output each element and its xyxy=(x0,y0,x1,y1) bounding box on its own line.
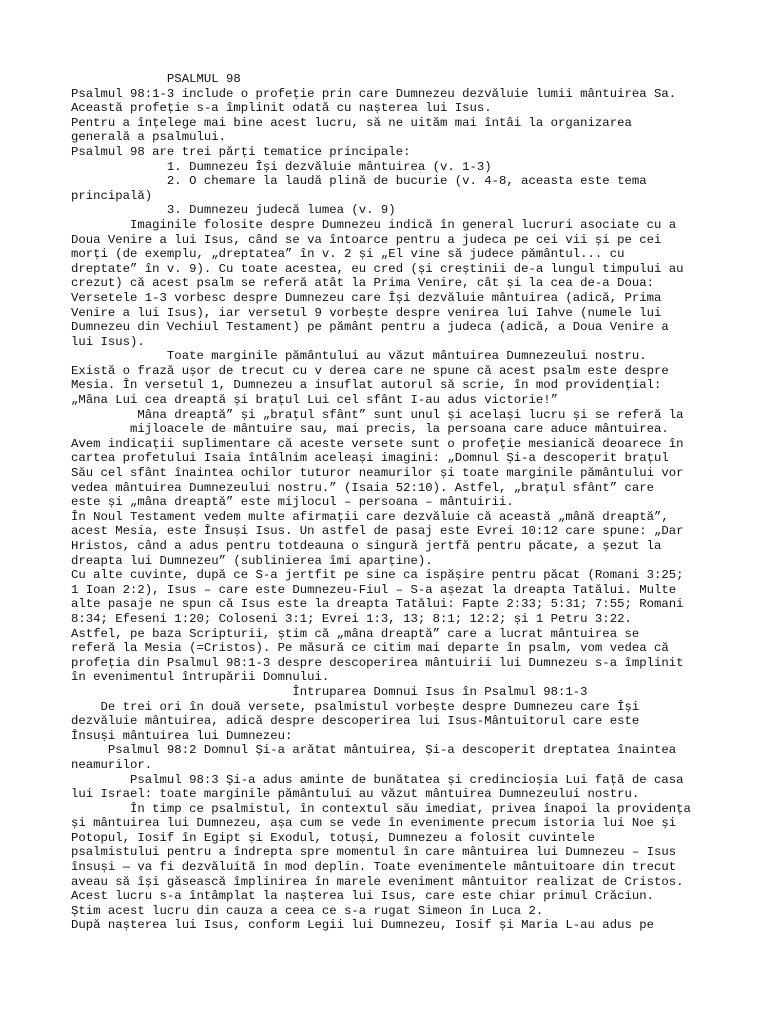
text-line: însuși — va fi dezvăluită în mod deplin. Toate evenimentele mântuitoare din trecut xyxy=(71,860,677,875)
text-line: profeția din Psalmul 98:1-3 despre descoperirea mântuirii lui Dumnezeu s-a împlinit xyxy=(71,655,684,670)
text-line: generală a psalmului. xyxy=(71,130,226,145)
text-line: acest Mesia, este Însuși Isus. Un astfel de pasaj este Evrei 10:12 care spune: „Dar xyxy=(71,524,684,539)
text-line: Mâna dreaptă” și „brațul sfânt” sunt unul și același lucru și se referă la xyxy=(71,407,684,422)
text-line: Mesia. În versetul 1, Dumnezeu a insuflat autorul să scrie, în mod providențial: xyxy=(71,378,662,393)
text-line: Avem indicații suplimentare că aceste versete sunt o profeție mesianică deoarece în xyxy=(71,436,684,451)
text-line: În timp ce psalmistul, în contextul său imediat, privea înapoi la providența xyxy=(71,801,691,816)
text-line: „Mâna Lui cea dreaptă și brațul Lui cel sfânt I-au adus victorie!” xyxy=(71,393,559,408)
text-line: lui Isus). xyxy=(71,334,145,349)
text-line: Dumnezeu din Vechiul Testament) pe pământ pentru a judeca (adică, a Doua Venire a xyxy=(71,320,669,335)
text-line: 1. Dumnezeu Își dezvăluie mântuirea (v. 1-3) xyxy=(71,159,492,174)
text-line: Psalmul 98 are trei părți tematice principale: xyxy=(71,144,411,159)
text-line: Acest lucru s-a întâmplat la nașterea lui Isus, care este chiar primul Crăciun. xyxy=(71,889,654,904)
text-line: alte pasaje ne spun că Isus este la dreapta Tatălui: Fapte 2:33; 5:31; 7:55; Romani xyxy=(71,597,684,612)
text-line: în evenimentul întrupării Domnului. xyxy=(71,670,330,685)
text-line: neamurilor. xyxy=(71,757,153,772)
text-line: Această profeție s-a împlinit odată cu nașterea lui Isus. xyxy=(71,101,492,116)
text-line: vedea mântuirea Dumnezeului nostru.” (Isaia 52:10). Astfel, „brațul sfânt” care xyxy=(71,480,654,495)
text-line: Venire a lui Isus), iar versetul 9 vorbește despre venirea lui Iahve (numele lui xyxy=(71,305,662,320)
text-line: Cu alte cuvinte, după ce S-a jertfit pe sine ca ispășire pentru păcat (Romani 3:25; xyxy=(71,568,684,583)
text-line: După nașterea lui Isus, conform Legii lui Dumnezeu, Iosif și Maria L-au adus pe xyxy=(71,918,654,933)
text-line: Însuși mântuirea lui Dumnezeu: xyxy=(71,728,293,743)
text-line: morți (de exemplu, „dreptatea” în v. 2 și „El vine să judece pământul... cu xyxy=(71,247,625,262)
text-line: Versetele 1-3 vorbesc despre Dumnezeu care Își dezvăluie mântuirea (adică, Prima xyxy=(71,290,662,305)
text-line: Hristos, când a adus pentru totdeauna o singură jertfă pentru păcate, a șezut la xyxy=(71,539,662,553)
text-line: 2. O chemare la laudă plină de bucurie (v. 4-8, aceasta este tema xyxy=(71,174,647,189)
text-line: principală) xyxy=(71,188,153,203)
text-line: psalmistului pentru a îndrepta spre momentul în care mântuirea lui Dumnezeu – Isus xyxy=(71,845,677,860)
text-line: PSALMUL 98 xyxy=(71,72,241,86)
text-line: și mântuirea lui Dumnezeu, așa cum se vede în evenimente precum istoria lui Noe și xyxy=(71,816,677,831)
document-body xyxy=(71,72,761,933)
text-line: 1 Ioan 2:2), Isus – care este Dumnezeu-Fiul – S-a așezat la dreapta Tatălui. Multe xyxy=(71,582,677,597)
text-line: În Noul Testament vedem multe afirmații care dezvăluie că această „mână dreaptă”, xyxy=(71,509,669,524)
text-line: Pentru a înțelege mai bine acest lucru, să ne uităm mai întâi la organizarea xyxy=(71,115,632,130)
text-line: crezut) că acest psalm se referă atât la Prima Venire, cât și la cea de-a Doua: xyxy=(71,276,654,291)
text-line: Întruparea Domnui Isus în Psalmul 98:1-3 xyxy=(71,684,588,699)
text-line: Psalmul 98:3 Și-a adus aminte de bunătatea și credincioșia Lui față de casa xyxy=(71,772,684,787)
text-line: referă la Mesia (=Cristos). Pe măsură ce citim mai departe în psalm, vom vedea că xyxy=(71,641,669,656)
text-line: dezvăluie mântuirea, adică despre descoperirea lui Isus-Mântuitorul care este xyxy=(71,714,640,729)
text-line: Său cel sfânt înaintea ochilor tuturor neamurilor și toate marginile pământului vor xyxy=(71,466,684,481)
text-line: Toate marginile pământului au văzut mântuirea Dumnezeului nostru. xyxy=(71,349,647,364)
text-line: Imaginile folosite despre Dumnezeu indică în general lucruri asociate cu a xyxy=(71,217,677,232)
text-line: este și „mâna dreaptă” este mijlocul – persoana – mântuirii. xyxy=(71,495,514,510)
text-line: dreptate” în v. 9). Cu toate acestea, eu cred (și creștinii de-a lungul timpului au xyxy=(71,261,684,276)
text-line: aveau să își găsească împlinirea în marele eveniment mântuitor realizat de Cristos. xyxy=(71,874,684,889)
text-line: Psalmul 98:2 Domnul Și-a arătat mântuirea, Și-a descoperit dreptatea înaintea xyxy=(71,743,677,758)
text-line: Există o frază ușor de trecut cu v derea care ne spune că acest psalm este despre xyxy=(71,363,669,378)
text-line: mijloacele de mântuire sau, mai precis, la persoana care aduce mântuirea. xyxy=(71,422,669,437)
text-line: De trei ori în două versete, psalmistul vorbește despre Dumnezeu care Își xyxy=(71,699,640,714)
text-line: dreapta lui Dumnezeu” (sublinierea îmi aparține). xyxy=(71,553,433,568)
text-line: Știm acest lucru din cauza a ceea ce s-a rugat Simeon în Luca 2. xyxy=(71,903,544,918)
text-line: Potopul, Iosif în Egipt și Exodul, totuși, Dumnezeu a folosit cuvintele xyxy=(71,830,595,845)
text-line: Astfel, pe baza Scripturii, știm că „mâna dreaptă” care a lucrat mântuirea se xyxy=(71,626,640,641)
text-line: 3. Dumnezeu judecă lumea (v. 9) xyxy=(71,203,396,218)
text-line: cartea profetului Isaia întâlnim aceleași imagini: „Domnul Și-a descoperit brațul xyxy=(71,451,669,466)
text-line: 8:34; Efeseni 1:20; Coloseni 3:1; Evrei 1:3, 13; 8:1; 12:2; și 1 Petru 3:22. xyxy=(71,611,632,626)
text-line: lui Israel: toate marginile pământului au văzut mântuirea Dumnezeului nostru. xyxy=(71,787,640,802)
text-line: Doua Venire a lui Isus, când se va întoarce pentru a judeca pe cei vii și pe cei xyxy=(71,232,662,247)
text-line: Psalmul 98:1-3 include o profeție prin care Dumnezeu dezvăluie lumii mântuirea Sa. xyxy=(71,86,677,101)
